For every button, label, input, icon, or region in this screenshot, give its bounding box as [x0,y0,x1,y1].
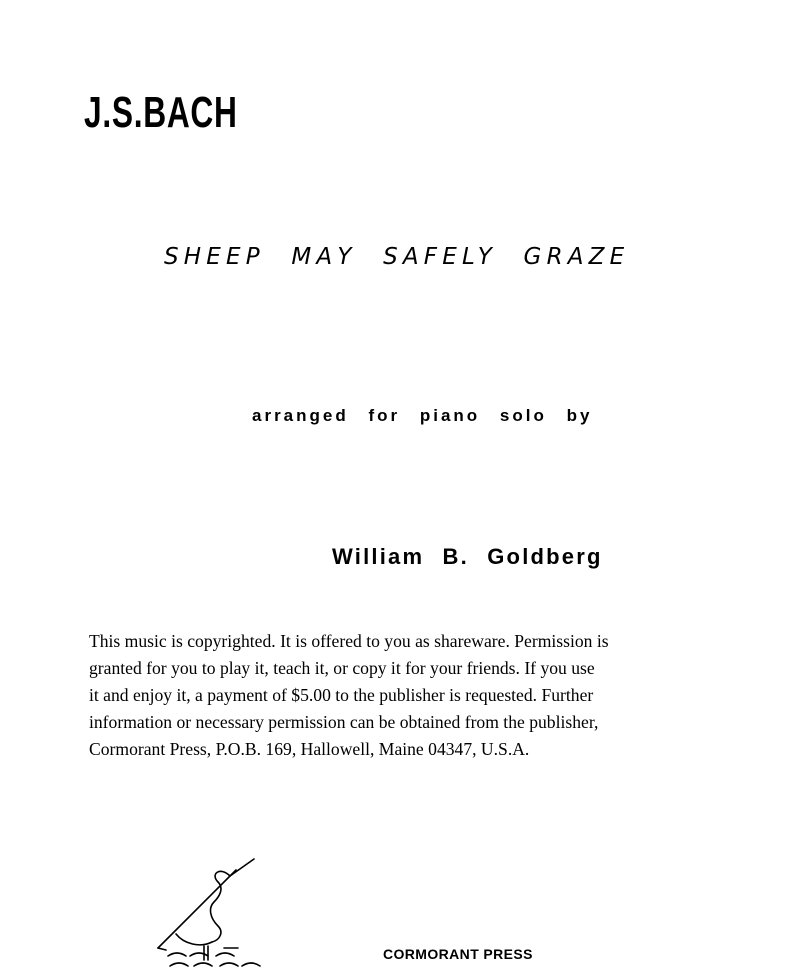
notice-line-1: This music is copyrighted. It is offered to you as shareware. Permission is [89,631,609,651]
arranger-name: William B. Goldberg [332,544,603,569]
notice-line-5: Cormorant Press, P.O.B. 169, Hallowell, Maine 04347, U.S.A. [89,739,530,759]
piece-title: SHEEP MAY SAFELY GRAZE [164,244,630,270]
notice-line-2: granted for you to play it, teach it, or copy it for your friends. If you use [89,658,595,678]
cormorant-bird-logo-icon [150,856,270,972]
publisher-name: CORMORANT PRESS [383,946,533,962]
composer-name: J.S.BACH [84,88,238,137]
copyright-notice [89,628,729,763]
arrangement-line: arranged for piano solo by [252,406,593,425]
notice-line-4: information or necessary permission can be obtained from the publisher, [89,712,599,732]
notice-line-3: it and enjoy it, a payment of $5.00 to the publisher is requested. Further [89,685,594,705]
